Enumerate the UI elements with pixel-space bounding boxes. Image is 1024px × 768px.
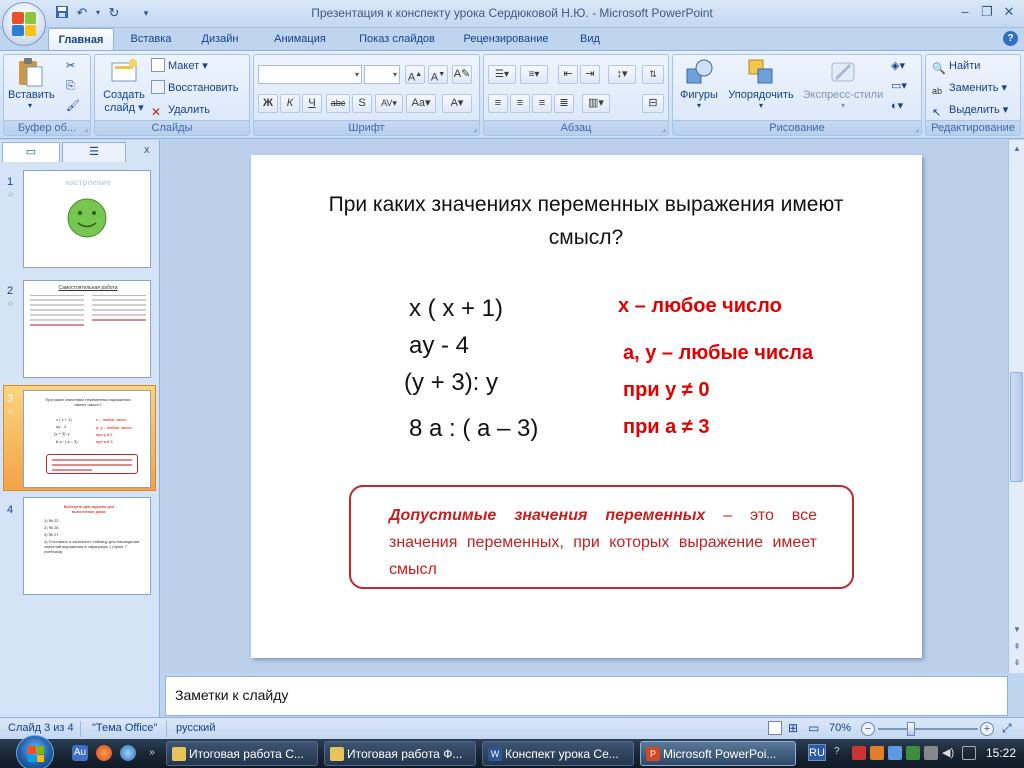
- tab-view[interactable]: Вид: [580, 33, 600, 45]
- input-language-indicator[interactable]: RU: [808, 744, 826, 761]
- slide-counter: Слайд 3 из 4: [8, 722, 74, 734]
- help-icon[interactable]: ?: [1003, 31, 1018, 46]
- shapes-label: Фигуры: [680, 89, 718, 101]
- media-player-icon[interactable]: [120, 745, 136, 761]
- copy-icon[interactable]: ⎘: [66, 80, 75, 92]
- shapes-button[interactable]: Фигуры ▾: [677, 57, 721, 110]
- paragraph-launcher-icon[interactable]: ⌟: [662, 124, 666, 133]
- thumbnail-answer: a, y – любые числа: [96, 425, 132, 430]
- expression-1[interactable]: x ( x + 1): [409, 295, 504, 322]
- thumbnail-title: настроение: [64, 178, 112, 187]
- arrange-label: Упорядочить: [728, 89, 794, 101]
- clipboard-label: Буфер об...: [4, 120, 90, 135]
- ribbon: [0, 50, 1024, 139]
- slideshow-view-icon[interactable]: ▭: [808, 721, 820, 735]
- delete-icon: ✕: [151, 105, 162, 119]
- slide-editing-area: [161, 140, 1008, 673]
- expression-3[interactable]: (y + 3): y: [404, 369, 499, 396]
- close-button[interactable]: ✕: [1003, 4, 1015, 19]
- align-right-icon[interactable]: ≡: [532, 94, 552, 113]
- decrease-indent-icon[interactable]: ⇤: [558, 65, 578, 84]
- taskbar-item-4[interactable]: P Microsoft PowerPoi...: [640, 741, 796, 766]
- thumbnail-title: Выберите два задания для выполнения дома:: [63, 504, 115, 514]
- delete-slide-button[interactable]: ✕ Удалить: [151, 104, 210, 119]
- slide-thumbnail-3[interactable]: [23, 390, 151, 488]
- windows-logo-icon: [28, 746, 44, 762]
- window-title: Презентация к конспекту урока Сердюковой Н.Ю. - Microsoft PowerPoint: [311, 6, 713, 20]
- thumbnail-expr: ay - 4: [56, 424, 67, 429]
- thumbnail-number: 2: [7, 285, 14, 297]
- drawing-launcher-icon[interactable]: ⌟: [915, 124, 919, 133]
- thumbnail-title: Самостоятельная работа: [58, 285, 118, 291]
- replace-icon: ab: [932, 86, 943, 96]
- scroll-thumb[interactable]: [1010, 372, 1023, 482]
- new-slide-icon: [109, 57, 139, 87]
- new-slide-label: Создать: [103, 89, 145, 101]
- folder-icon: [172, 747, 186, 761]
- editing-label: Редактирование: [926, 120, 1020, 135]
- thumbnail-expr: x ( x + 1): [56, 417, 72, 422]
- font-size-combo[interactable]: ▾: [364, 65, 400, 84]
- align-left-icon[interactable]: ≡: [488, 94, 508, 113]
- reset-icon: [151, 80, 165, 94]
- redo-icon[interactable]: ↻: [108, 5, 120, 20]
- tab-animation[interactable]: Анимация: [274, 33, 326, 45]
- clear-formatting-icon[interactable]: A✎: [452, 65, 472, 84]
- clipboard-group: [3, 54, 91, 136]
- folder-icon: [330, 747, 344, 761]
- layout-button[interactable]: Макет ▾: [151, 57, 208, 75]
- thumbnail-line: 3) № 27.: [44, 532, 60, 537]
- smiley-icon: [66, 197, 108, 239]
- slide-thumbnail-1[interactable]: [23, 170, 151, 268]
- thumbnail-content: [92, 295, 146, 343]
- transition-icon: ☆: [7, 190, 15, 199]
- scroll-up-icon[interactable]: ▲: [1013, 144, 1021, 153]
- thumbnail-answer: при y ≠ 0: [96, 432, 113, 437]
- previous-slide-icon[interactable]: ⇞: [1013, 642, 1021, 651]
- strikethrough-icon[interactable]: abc: [326, 94, 350, 113]
- thumbnail-number: 4: [7, 504, 14, 516]
- find-icon: 🔍: [932, 63, 946, 75]
- zoom-level[interactable]: 70%: [829, 722, 852, 734]
- expression-2[interactable]: ay - 4: [409, 332, 470, 359]
- paragraph-label: Абзац: [484, 120, 668, 135]
- thumbnail-expr: (y + 3): y: [54, 431, 70, 436]
- font-launcher-icon[interactable]: ⌟: [473, 124, 477, 133]
- quick-styles-label: Экспресс-стили: [802, 89, 884, 101]
- arrange-button[interactable]: Упорядочить ▾: [723, 57, 799, 110]
- paste-button[interactable]: [8, 57, 55, 110]
- tab-design[interactable]: Дизайн: [201, 33, 239, 45]
- thumbnail-line: 4) Составить и заполнить таблицу для нахождения значений выражения в параграфе 1 (пункт 7 учебника): [44, 539, 140, 554]
- thumbnail-answer: при a ≠ 3: [96, 439, 113, 444]
- paste-label: Вставить: [8, 89, 55, 101]
- status-bar: [0, 717, 1024, 739]
- replace-button[interactable]: ab Заменить ▾: [932, 82, 1008, 96]
- tray-network-icon[interactable]: [906, 746, 920, 760]
- answer-1[interactable]: x – любое число: [618, 295, 782, 317]
- bold-icon[interactable]: Ж: [258, 94, 278, 113]
- clipboard-launcher-icon[interactable]: ⌟: [84, 124, 88, 133]
- thumbnail-number: 3: [7, 393, 14, 405]
- grow-font-icon[interactable]: A▲: [405, 65, 425, 84]
- zoom-slider-knob[interactable]: [907, 722, 915, 736]
- drawing-label: Рисование: [673, 120, 921, 135]
- editing-group: [925, 54, 1021, 136]
- select-button[interactable]: ↖ Выделить ▾: [932, 104, 1009, 119]
- tray-app-icon[interactable]: [870, 746, 884, 760]
- font-color-icon[interactable]: A▾: [442, 94, 472, 113]
- font-group: [253, 54, 480, 136]
- windows-taskbar: [0, 739, 1024, 768]
- tab-review[interactable]: Рецензирование: [463, 33, 549, 45]
- slides-label: Слайды: [95, 120, 249, 135]
- status-divider: [166, 721, 167, 737]
- layout-icon: [151, 58, 165, 72]
- minimize-button[interactable]: –: [961, 4, 969, 19]
- reset-button[interactable]: Восстановить: [151, 79, 238, 97]
- title-bar: [0, 0, 1024, 28]
- paste-dropdown-icon: ▾: [27, 101, 32, 110]
- shapes-icon: [684, 57, 714, 87]
- slide-sorter-icon[interactable]: ⊞: [788, 721, 799, 735]
- quick-styles-button[interactable]: Экспресс-стили ▾: [801, 57, 885, 110]
- drawing-group: [672, 54, 922, 136]
- slides-view-icon: ▭: [25, 146, 37, 158]
- fit-to-window-icon[interactable]: ⤢: [1002, 721, 1012, 735]
- office-logo-icon: [12, 12, 36, 36]
- align-text-icon[interactable]: ⊟: [642, 94, 664, 113]
- tray-monitor-icon[interactable]: [962, 746, 976, 760]
- definition-rest: – это все значения переменных, при которых выражение имеет смысл: [389, 507, 818, 578]
- slide-thumbnail-2[interactable]: [23, 280, 151, 378]
- slide-thumbnail-4[interactable]: [23, 497, 151, 595]
- find-button[interactable]: 🔍 Найти: [932, 60, 981, 75]
- tab-outline-view[interactable]: [62, 142, 126, 162]
- increase-indent-icon[interactable]: ⇥: [580, 65, 600, 84]
- thumbnail-content: [30, 295, 84, 343]
- slide-title[interactable]: При каких значениях переменных выражения имеют смысл?: [328, 193, 844, 249]
- thumbnail-number: 1: [7, 176, 14, 188]
- taskbar-item-3[interactable]: W Конспект урока Се...: [482, 741, 634, 766]
- tray-help-icon[interactable]: ?: [834, 746, 840, 757]
- tray-app-icon[interactable]: [924, 746, 938, 760]
- shape-fill-icon[interactable]: ◈▾: [891, 60, 905, 72]
- definition-box[interactable]: [349, 485, 854, 589]
- powerpoint-icon: P: [646, 747, 660, 761]
- close-pane-icon[interactable]: x: [144, 144, 150, 156]
- bullets-icon[interactable]: ☰▾: [488, 65, 516, 84]
- slide-canvas[interactable]: [251, 155, 922, 658]
- status-divider: [80, 721, 81, 737]
- format-painter-icon[interactable]: 🖌: [66, 100, 80, 112]
- shape-outline-icon[interactable]: ▭▾: [891, 80, 907, 92]
- taskbar-item-2[interactable]: Итоговая работа Ф...: [324, 741, 476, 766]
- arrange-icon: [746, 57, 776, 87]
- normal-view-icon[interactable]: [768, 721, 782, 735]
- change-case-icon[interactable]: Aa▾: [406, 94, 436, 113]
- numbering-icon[interactable]: ≡▾: [520, 65, 548, 84]
- italic-icon[interactable]: К: [280, 94, 300, 113]
- taskbar-item-1[interactable]: Итоговая работа С...: [166, 741, 318, 766]
- restore-button[interactable]: ❐: [981, 4, 993, 19]
- office-button[interactable]: [2, 2, 46, 46]
- paragraph-group: [483, 54, 669, 136]
- firefox-icon[interactable]: [96, 745, 112, 761]
- customize-quick-access-icon[interactable]: ▾: [143, 8, 149, 18]
- clock[interactable]: 15:22: [986, 746, 1017, 760]
- shadow-icon[interactable]: S: [352, 94, 372, 113]
- undo-dropdown-icon[interactable]: ▾: [95, 8, 100, 17]
- cut-icon[interactable]: ✂: [66, 60, 76, 72]
- quick-styles-icon: [828, 57, 858, 87]
- theme-name: "Тема Office": [92, 722, 158, 734]
- select-cursor-icon: ↖: [932, 107, 942, 119]
- answer-2[interactable]: a, y – любые числа: [623, 342, 814, 364]
- columns-icon[interactable]: ▥▾: [582, 94, 610, 113]
- undo-icon[interactable]: ↶: [76, 5, 88, 20]
- new-slide-button[interactable]: [97, 57, 151, 114]
- tray-app-icon[interactable]: [852, 746, 866, 760]
- new-slide-label-2: слайд ▾: [104, 102, 144, 114]
- pane-tabs: [0, 142, 160, 162]
- slides-group: [94, 54, 250, 136]
- font-name-combo[interactable]: ▾: [258, 65, 362, 84]
- text-direction-icon[interactable]: ⇅: [642, 65, 664, 84]
- definition-term: Допустимые значения переменных: [389, 507, 706, 524]
- next-slide-icon[interactable]: ⇟: [1013, 658, 1021, 667]
- tab-slides-view[interactable]: [2, 142, 60, 162]
- notes-pane[interactable]: [165, 676, 1008, 716]
- zoom-out-icon[interactable]: −: [861, 722, 875, 736]
- outline-view-icon: ☰: [89, 146, 99, 158]
- tray-volume-icon[interactable]: ◀): [942, 747, 955, 759]
- word-icon: W: [488, 747, 502, 761]
- definition-text: [389, 502, 817, 583]
- font-label: Шрифт: [254, 120, 479, 135]
- language-indicator[interactable]: русский: [176, 722, 216, 734]
- answer-3[interactable]: при y ≠ 0: [623, 379, 710, 401]
- quick-launch-app-icon[interactable]: Au: [72, 745, 88, 761]
- zoom-slider-track[interactable]: [878, 728, 978, 730]
- thumbnail-line: 1) № 22 ,: [44, 518, 61, 523]
- scroll-down-icon[interactable]: ▼: [1013, 625, 1021, 634]
- shrink-font-icon[interactable]: A▼: [428, 65, 448, 84]
- shape-effects-icon[interactable]: ◐▾: [891, 100, 904, 112]
- tab-home[interactable]: Главная: [48, 28, 114, 50]
- line-spacing-icon[interactable]: ↕▾: [608, 65, 636, 84]
- thumbnail-answer: x – любое число: [96, 417, 127, 422]
- justify-icon[interactable]: ≣: [554, 94, 574, 113]
- expression-4[interactable]: 8 a : ( a – 3): [409, 415, 539, 442]
- tab-slideshow[interactable]: Показ слайдов: [359, 33, 435, 45]
- thumbnail-definition-box: [46, 454, 138, 474]
- thumbnail-title: При каких значениях переменных выражения имеют смысл?: [45, 397, 131, 407]
- vertical-scrollbar[interactable]: [1008, 140, 1024, 673]
- transition-icon: ☆: [7, 299, 15, 308]
- notes-placeholder: Заметки к слайду: [175, 687, 289, 703]
- underline-icon[interactable]: Ч: [302, 94, 322, 113]
- align-center-icon[interactable]: ≡: [510, 94, 530, 113]
- slides-pane: [0, 140, 160, 717]
- quick-launch-expand-icon[interactable]: »: [149, 747, 155, 758]
- answer-4[interactable]: при a ≠ 3: [623, 416, 710, 438]
- tray-app-icon[interactable]: [888, 746, 902, 760]
- character-spacing-icon[interactable]: AV▾: [375, 94, 403, 113]
- paste-icon: [15, 57, 45, 87]
- tab-insert[interactable]: Вставка: [130, 33, 172, 45]
- transition-icon: ☆: [7, 407, 15, 416]
- thumbnail-line: 2) № 26: [44, 525, 59, 530]
- start-button[interactable]: [16, 735, 54, 768]
- zoom-in-icon[interactable]: +: [980, 722, 994, 736]
- thumbnail-expr: 8 a : ( a – 3): [56, 439, 78, 444]
